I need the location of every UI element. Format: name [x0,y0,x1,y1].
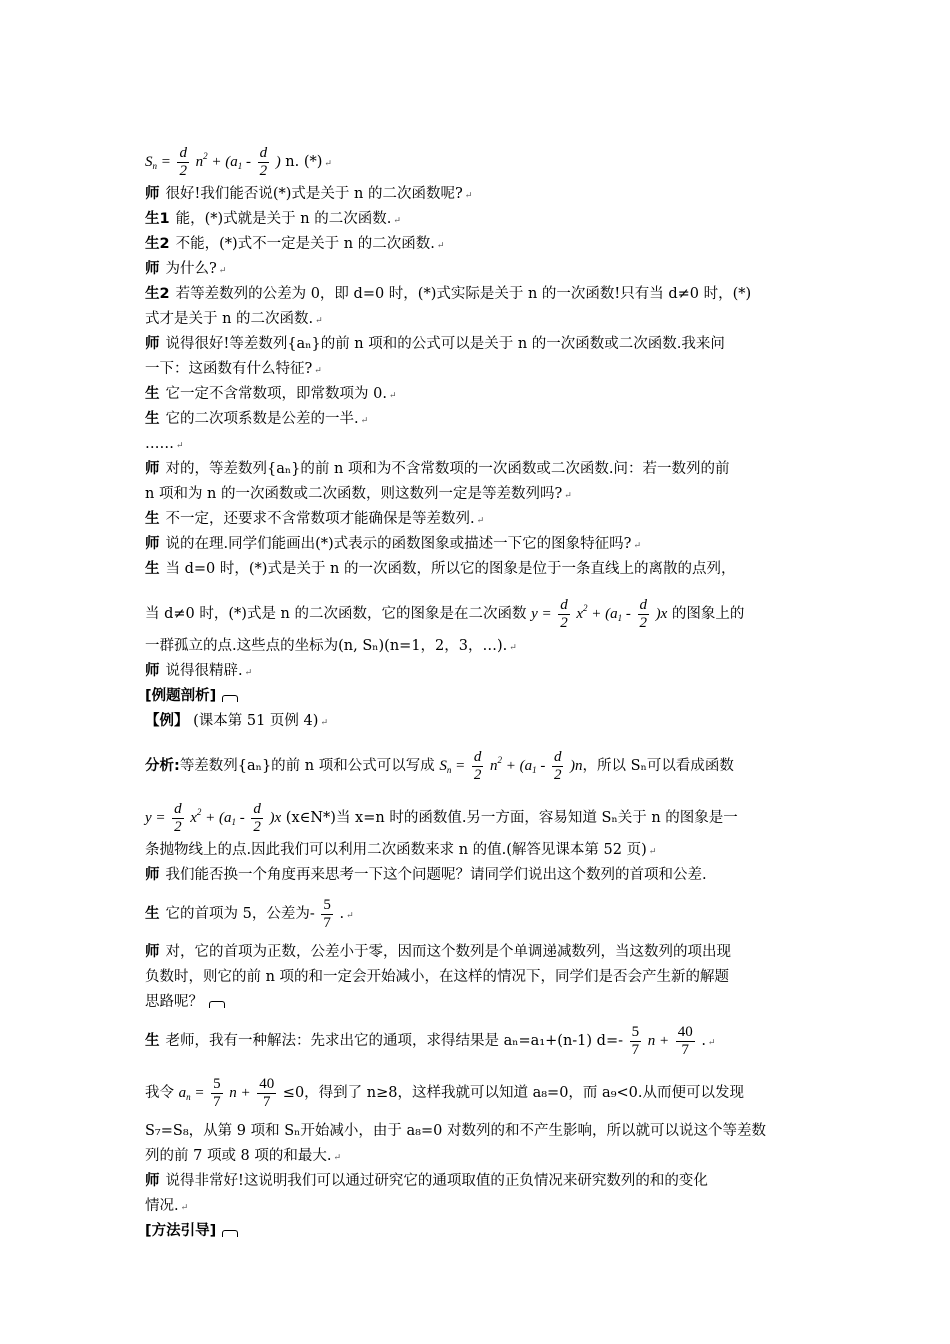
paragraph-mark-icon [222,695,238,702]
dialog-line: 生 不一定，还要求不含常数项才能确保是等差数列. ↵ [145,511,485,527]
dialog-line: 师 说得非常好!这说明我们可以通过研究它的通项取值的正负情况来研究数列的和的变化 [145,1173,708,1189]
fraction-d-over-2: $\frac{d}{2}$ [179,144,187,179]
fraction-d-over-2: $\frac{d}{2}$ [473,748,482,783]
dialog-line-cont: 一下：这函数有什么特征? ↵ [145,361,322,377]
dialog-line: 师 很好!我们能否说(*)式是关于 n 的二次函数呢? ↵ [145,186,473,202]
dialog-line: 师 说得很精辟. ↵ [145,663,253,679]
analysis-line-cont: 条抛物线上的点.因此我们可以利用二次函数来求 n 的值.(解答见课本第 52 页) ↵ [145,842,657,858]
example-line: 【例】 (课本第 51 页例 4) ↵ [145,713,328,729]
dialog-line-formula: 生 老师，我有一种解法：先求出它的通项，求得结果是 aₙ=a₁+(n-1) d=- $\frac{5}{7}$ n + $\frac{40}{7}$ . ↵ [145,1023,716,1058]
analysis-line-formula: y = $\frac{d}{2}$ $x^2 + (a_1$ - $\frac{d}{2}$ )x (x∈N*)当 x=n 时的函数值.另一方面，容易知道 Sₙ关于 n 的图象是一 [145,800,738,835]
fraction-d-over-2: $\frac{d}{2}$ [553,748,562,783]
dialog-line-cont: 思路呢？ [145,990,810,1015]
dialog-line: 师 对，它的首项为正数，公差小于零，因而这个数列是个单调递减数列，当这数列的项出现 [145,944,731,960]
dialog-line-cont-formula: 当 d≠0 时，(*)式是 n 的二次函数，它的图象是在二次函数 y = $\frac{d}{2}$ $x^2 + (a_1$ - $\frac{d}{2}$ )x 的图象上的 [145,596,745,631]
section-heading: [方法引导] [145,1219,810,1244]
dialog-line-cont: 式才是关于 n 的二次函数. ↵ [145,311,323,327]
dialog-line-cont: 负数时，则它的前 n 项的和一定会开始减小，在这样的情况下，同学们是否会产生新的解题 [145,969,730,985]
paragraph-mark-icon [209,1001,225,1008]
fraction-5-over-7: $\frac{5}{7}$ [213,1075,221,1110]
analysis-line: 分析:等差数列{aₙ}的前 n 项和公式可以写成 $S_n$ = $\frac{d}{2}$ $n^2 + (a_1$ - $\frac{d}{2}$ )n，所以 Sₙ可以看成函数 [145,748,734,783]
dialog-line-cont: S₇=S₈，从第 9 项和 Sₙ开始减小，由于 a₈=0 对数列的和不产生影响，所以就可以说这个等差数 [145,1123,766,1139]
section-heading: [例题剖析] [145,684,810,709]
dialog-line-cont: 列的前 7 项或 8 项的和最大. ↵ [145,1148,342,1164]
dialog-line-cont: 一群孤立的点.这些点的坐标为(n, Sₙ)(n=1，2，3，…). ↵ [145,638,517,654]
dialog-line: 生2 若等差数列的公差为 0，即 d=0 时，(*)式实际是关于 n 的一次函数!只有当 d≠0 时，(*) [145,286,752,302]
dialog-line: 师 对的，等差数列{aₙ}的前 n 项和为不含常数项的一次函数或二次函数.问：若一数列的前 [145,461,730,477]
dialog-line-cont: n 项和为 n 的一次函数或二次函数，则这数列一定是等差数列吗? ↵ [145,486,572,502]
fraction-5-over-7: $\frac{5}{7}$ [323,896,331,931]
fraction-d-over-2: $\frac{d}{2}$ [253,800,261,835]
fraction-5-over-7: $\frac{5}{7}$ [631,1023,640,1058]
dialog-line: 生 当 d=0 时，(*)式是关于 n 的一次函数，所以它的图象是位于一条直线上的离散的点列， [145,561,736,577]
formula-sn: $S_n$ = $\frac{d}{2}$ $n^2 + (a_1$ - $\frac{d}{2}$ ) n. (*) ↵ [145,144,332,179]
fraction-40-over-7: $\frac{40}{7}$ [259,1075,275,1110]
dialog-line-cont: 情况. ↵ [145,1198,189,1214]
dialog-line: 师 我们能否换一个角度再来思考一下这个问题呢？请同学们说出这个数列的首项和公差. [145,867,707,883]
dialog-line: 生1 能，(*)式就是关于 n 的二次函数. ↵ [145,211,401,227]
dialog-line-formula: 生 它的首项为 5，公差为- $\frac{5}{7}$ . ↵ [145,896,354,931]
ellipsis-line: …… ↵ [145,436,184,452]
fraction-d-over-2: $\frac{d}{2}$ [560,596,568,631]
dialog-line: 师 说的在理.同学们能画出(*)式表示的函数图象或描述一下它的图象特征吗? ↵ [145,536,641,552]
document-page [145,130,810,1244]
dialog-line: 师 为什么? ↵ [145,261,227,277]
paragraph-mark-icon [222,1230,238,1237]
fraction-d-over-2: $\frac{d}{2}$ [639,596,648,631]
dialog-line: 师 说得很好!等差数列{aₙ}的前 n 项和的公式可以是关于 n 的一次函数或二次函数.我来问 [145,336,725,352]
fraction-40-over-7: $\frac{40}{7}$ [677,1023,693,1058]
fraction-d-over-2: $\frac{d}{2}$ [259,144,268,179]
dialog-line-formula: 我令 $a_n$ = $\frac{5}{7}$ n + $\frac{40}{7}$ ≤0，得到了 n≥8，这样我就可以知道 a₈=0，而 a₉<0.从而便可以发现 [145,1075,744,1110]
fraction-d-over-2: $\frac{d}{2}$ [174,800,182,835]
dialog-line: 生 它的二次项系数是公差的一半. ↵ [145,411,369,427]
dialog-line: 生2 不能，(*)式不一定是关于 n 的二次函数. ↵ [145,236,445,252]
dialog-line: 生 它一定不含常数项，即常数项为 0. ↵ [145,386,397,402]
